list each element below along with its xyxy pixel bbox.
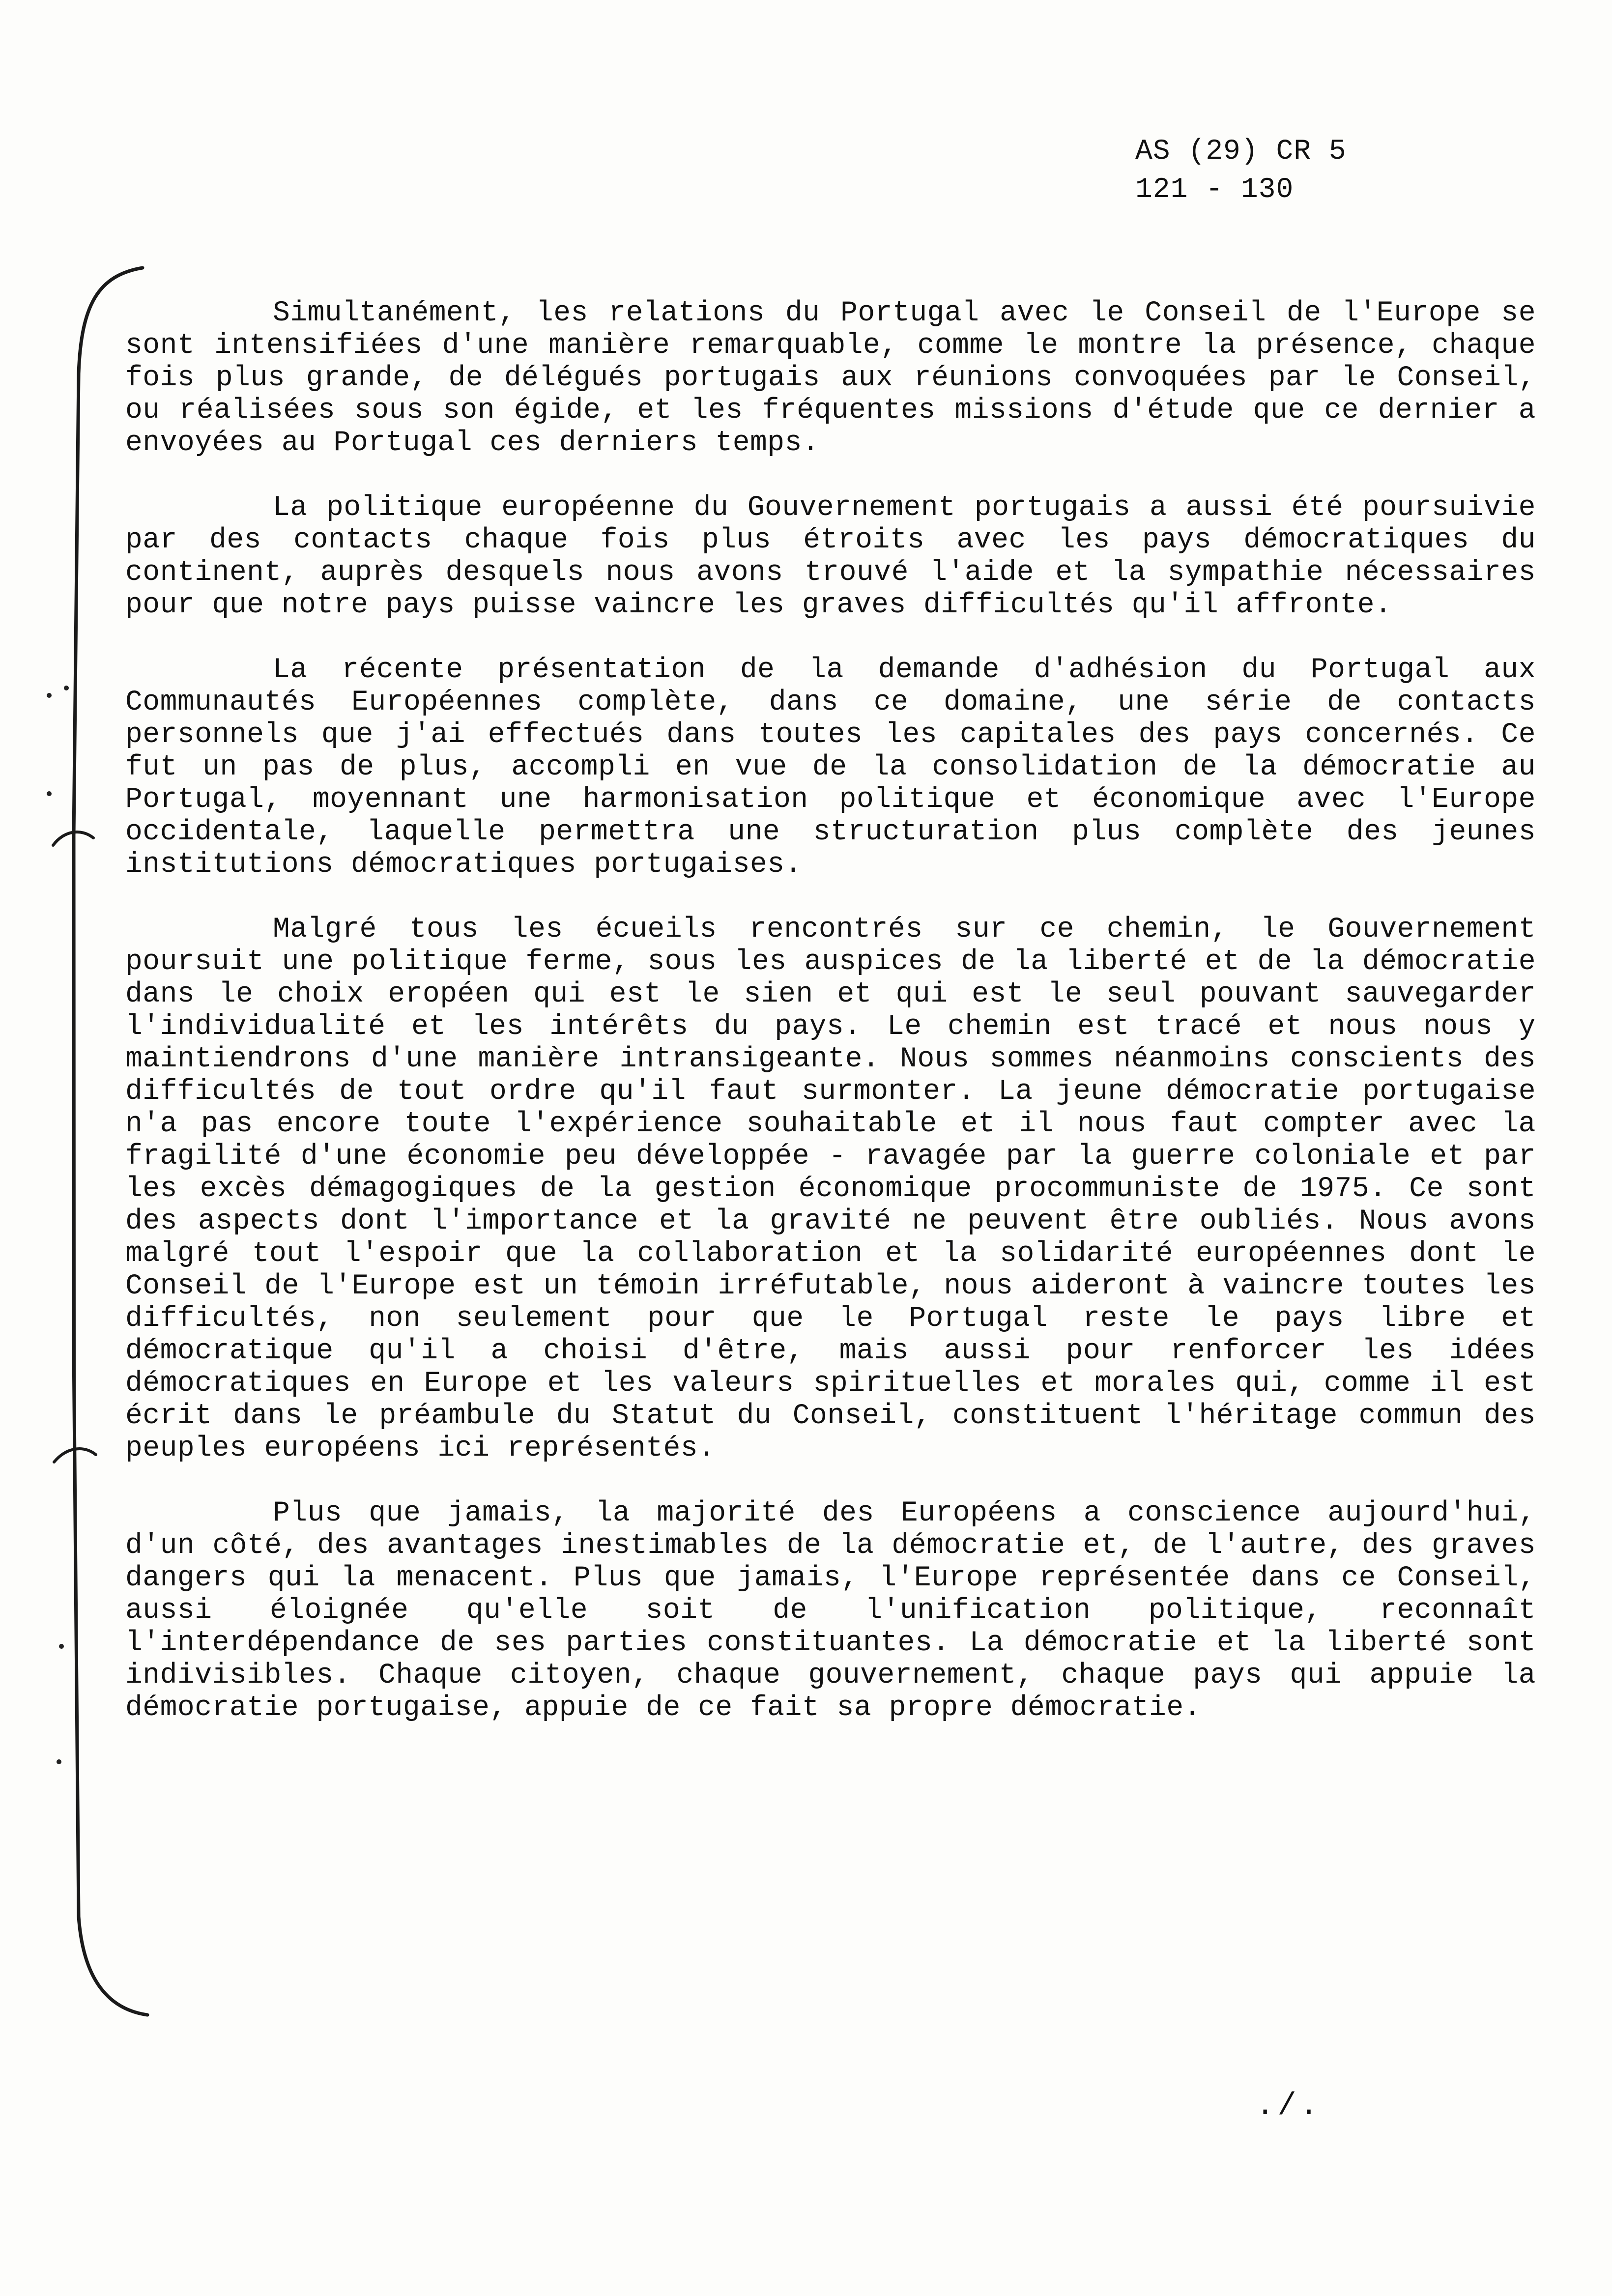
document-reference	[1135, 133, 1347, 209]
continuation-mark: ./.	[1256, 2089, 1322, 2124]
margin-dot	[64, 686, 69, 690]
paragraph: La récente présentation de la demande d'adhésion du Portugal aux Communautés Européennes complète, dans ce domaine, une série de contacts personnels que j'ai effectués dans toutes les capitales des pays concernés. Ce fut un pas de plus, accompli en vue de la consolidation de la démocratie au Portugal, moyennant une harmonisation politique et économique avec l'Europe occidentale, laquelle permettra une structuration plus complète des jeunes institutions démocratiques portugaises.	[125, 654, 1536, 881]
paragraph: Malgré tous les écueils rencontrés sur ce chemin, le Gouvernement poursuit une politique ferme, sous les auspices de la liberté et de la démocratie dans le choix eropéen qui est le sien et qui est le seul pouvant sauvegarder l'individualité et les intérêts du pays. Le chemin est tracé et nous nous y maintiendrons d'une manière intransigeante. Nous sommes néanmoins conscients des difficultés de tout ordre qu'il faut surmonter. La jeune démocratie portugaise n'a pas encore toute l'expérience souhaitable et il nous faut compter avec la fragilité d'une économie peu développée - ravagée par la guerre coloniale et par les excès démagogiques de la gestion économique procommuniste de 1975. Ce sont des aspects dont l'importance et la gravité ne peuvent être oubliés. Nous avons malgré tout l'espoir que la collaboration et la solidarité européennes dont le Conseil de l'Europe est un témoin irréfutable, nous aideront à vaincre toutes les difficultés, non seulement pour que le Portugal reste le pays libre et démocratique qu'il a choisi d'être, mais aussi pour renforcer les idées démocratiques en Europe et les valeurs spirituelles et morales qui, comme il est écrit dans le préambule du Statut du Conseil, constituent l'héritage commun des peuples européens ici représentés.	[125, 914, 1536, 1464]
reference-range: 121 - 130	[1135, 174, 1294, 206]
reference-code: AS (29) CR 5	[1135, 136, 1347, 168]
margin-dot	[57, 1759, 61, 1764]
paragraph: Plus que jamais, la majorité des Européens a conscience aujourd'hui, d'un côté, des avantages inestimables de la démocratie et, de l'autre, des graves dangers qui la menacent. Plus que jamais, l'Europe représentée dans ce Conseil, aussi éloignée qu'elle soit de l'unification politique, reconnaît l'interdépendance de ses parties constituantes. La démocratie et la liberté sont indivisibles. Chaque citoyen, chaque gouvernement, chaque pays qui appuie la démocratie portugaise, appuie de ce fait sa propre démocratie.	[125, 1497, 1536, 1724]
paragraph: Simultanément, les relations du Portugal avec le Conseil de l'Europe se sont intensifiées d'une manière remarquable, comme le montre la présence, chaque fois plus grande, de délégués portugais aux réunions convoquées par le Conseil, ou réalisées sous son égide, et les fréquentes missions d'étude que ce dernier a envoyées au Portugal ces derniers temps.	[125, 297, 1536, 459]
margin-dot	[59, 1644, 64, 1649]
margin-dot	[47, 791, 52, 796]
paragraph: La politique européenne du Gouvernement portugais a aussi été poursuivie par des contacts chaque fois plus étroits avec les pays démocratiques du continent, auprès desquels nous avons trouvé l'aide et la sympathie nécessaires pour que notre pays puisse vaincre les graves difficultés qu'il affronte.	[125, 492, 1536, 621]
margin-dot	[47, 693, 52, 698]
document-body	[125, 297, 1536, 1757]
